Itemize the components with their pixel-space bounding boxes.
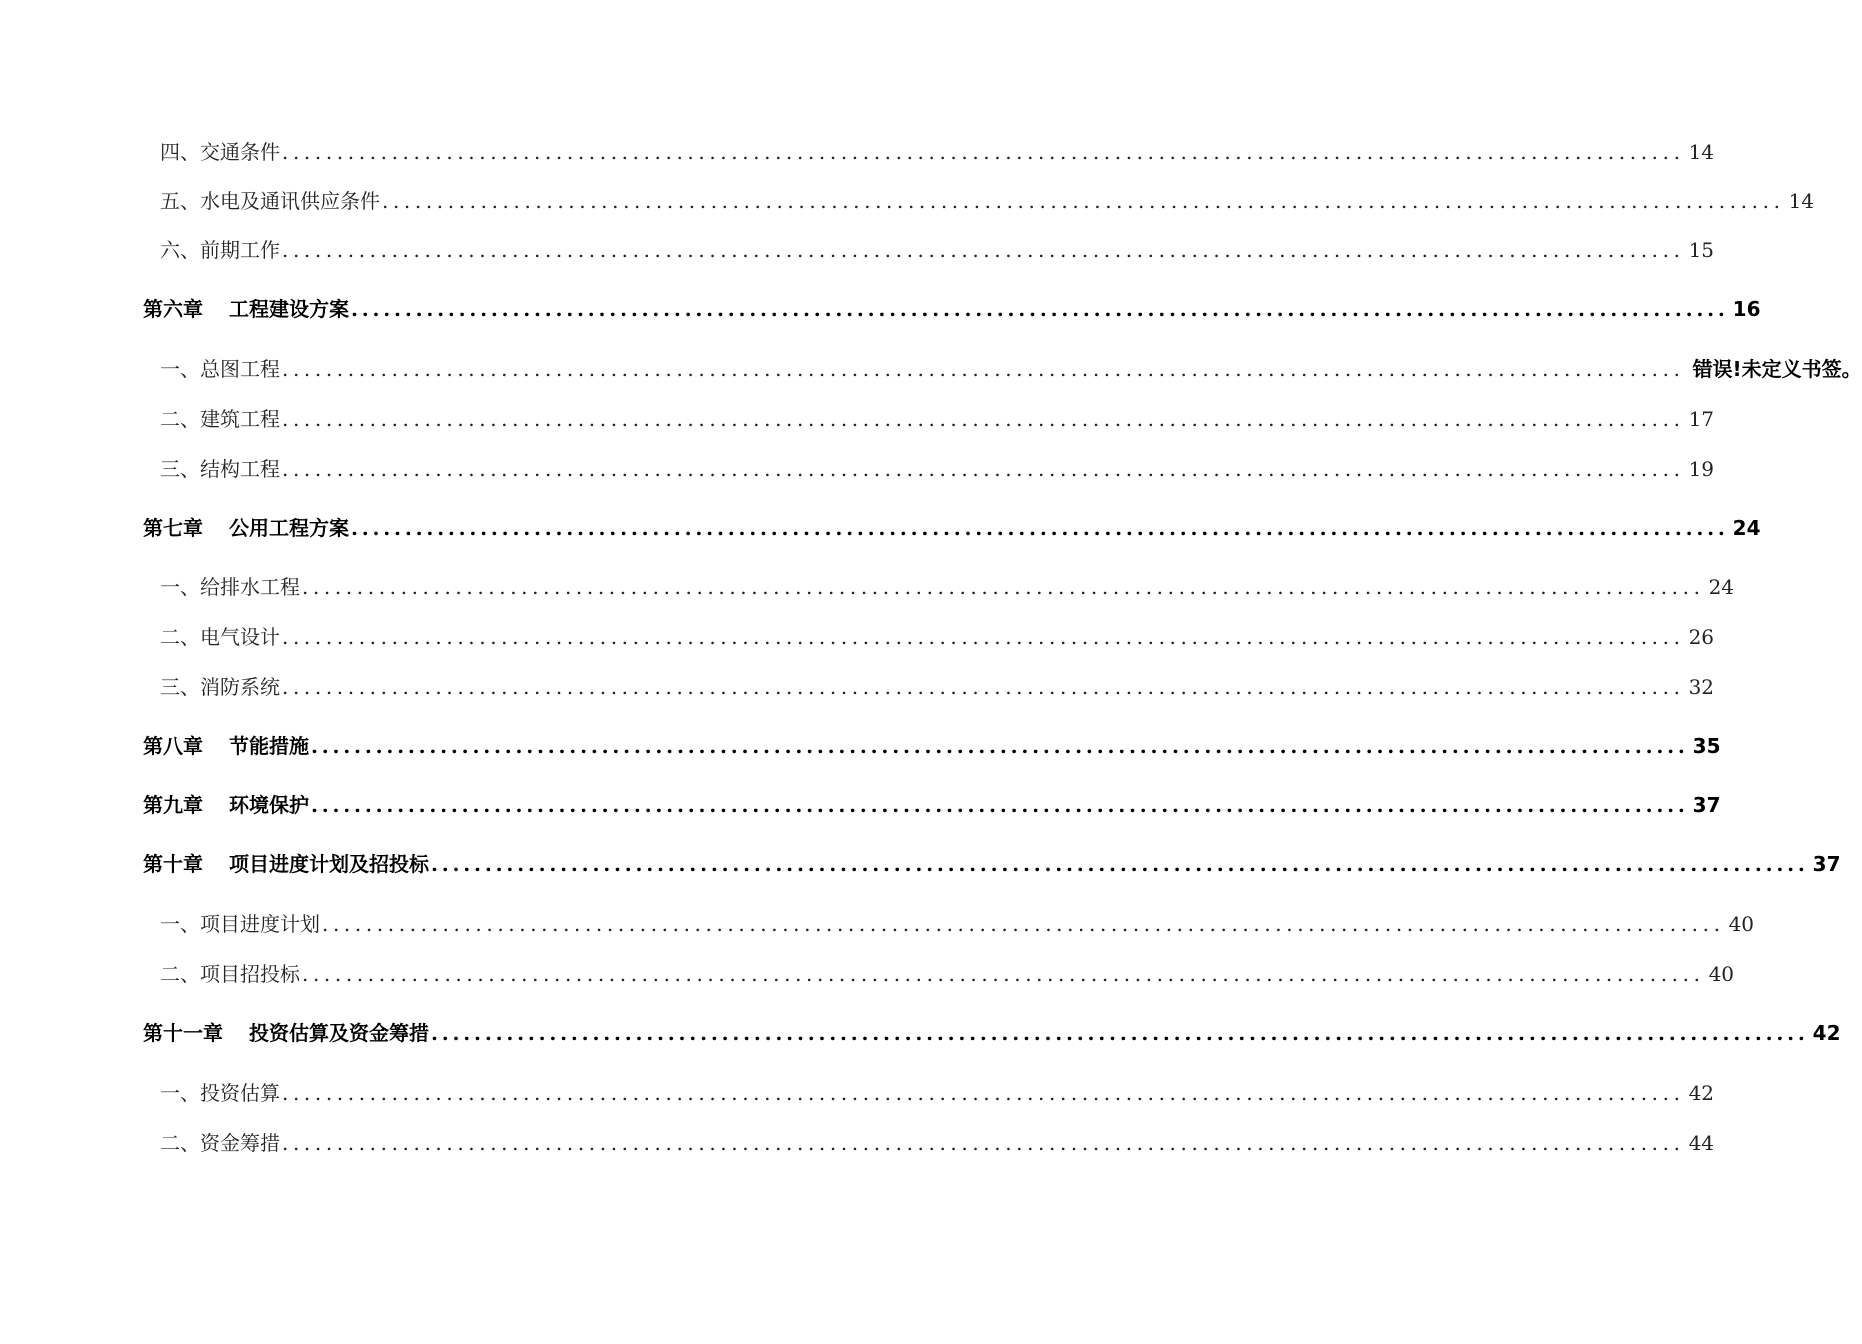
toc-entry-traffic-conditions[interactable] [160,137,1715,167]
toc-chapter-heading [143,294,349,324]
toc-chapter-9[interactable] [143,790,1721,820]
bookmark-error-text: 错误!未定义书签。 [1692,357,1862,381]
toc-page-number: 37 [1812,852,1841,876]
toc-page-number: 37 [1692,793,1721,817]
dot-leader: ................................................................................................................................ [302,575,1705,599]
toc-entry-label: 二、建筑工程 [160,407,280,431]
toc-entry-structure[interactable] [160,454,1715,484]
toc-chapter-heading [143,849,429,879]
toc-page-number: 32 [1688,675,1715,699]
toc-page-number: 24 [1708,575,1735,599]
toc-page-number: 19 [1688,457,1715,481]
toc-entry-architecture[interactable] [160,404,1715,434]
dot-leader: ................................................................................................................................ [282,238,1685,262]
dot-leader: ................................................................................................................................ [382,189,1785,213]
toc-entry-label: 一、项目进度计划 [160,912,320,936]
dot-leader: ................................................................................................................................ [282,1081,1685,1105]
chapter-title: 工程建设方案 [229,297,349,321]
toc-page-number: 24 [1732,516,1761,540]
toc-entry-label: 一、总图工程 [160,357,280,381]
chapter-number: 第八章 [143,734,203,758]
toc-chapter-7[interactable] [143,513,1761,543]
toc-page-number: 42 [1812,1021,1841,1045]
dot-leader: ................................................................................................................................ [282,1131,1685,1155]
toc-page-number: 44 [1688,1131,1715,1155]
dot-leader: ................................................................................................................................ [351,297,1729,321]
toc-chapter-6[interactable] [143,294,1761,324]
dot-leader: ................................................................................................................................ [282,457,1685,481]
chapter-title: 投资估算及资金筹措 [249,1021,429,1045]
dot-leader: ................................................................................................................................ [282,407,1685,431]
toc-chapter-11[interactable] [143,1018,1841,1048]
chapter-number: 第七章 [143,516,203,540]
toc-entry-fund-raising[interactable] [160,1128,1715,1158]
toc-page-number: 35 [1692,734,1721,758]
dot-leader: ................................................................................................................................ [282,675,1685,699]
dot-leader: ................................................................................................................................ [302,962,1705,986]
toc-entry-label: 四、交通条件 [160,140,280,164]
toc-page-number: 15 [1688,238,1715,262]
toc-entry-label: 二、项目招投标 [160,962,300,986]
toc-chapter-heading [143,790,309,820]
toc-chapter-10[interactable] [143,849,1841,879]
chapter-title: 环境保护 [229,793,309,817]
toc-entry-label: 二、电气设计 [160,625,280,649]
toc-entry-site-plan[interactable] [160,354,1862,384]
dot-leader: ................................................................................................................................ [431,1021,1809,1045]
chapter-number: 第十一章 [143,1021,223,1045]
toc-entry-label: 一、投资估算 [160,1081,280,1105]
toc-entry-label: 五、水电及通讯供应条件 [160,189,380,213]
toc-entry-label: 三、消防系统 [160,675,280,699]
toc-chapter-heading [143,731,309,761]
toc-entry-project-bidding[interactable] [160,959,1735,989]
toc-page-number: 40 [1728,912,1755,936]
chapter-title: 项目进度计划及招投标 [229,852,429,876]
chapter-title: 节能措施 [229,734,309,758]
dot-leader: ................................................................................................................................ [282,625,1685,649]
toc-entry-project-schedule[interactable] [160,909,1755,939]
dot-leader: ................................................................................................................................ [282,140,1685,164]
toc-entry-water-supply-drainage[interactable] [160,572,1735,602]
toc-entry-electrical-design[interactable] [160,622,1715,652]
toc-page-number: 42 [1688,1081,1715,1105]
toc-page-number: 40 [1708,962,1735,986]
toc-page-number: 14 [1688,140,1715,164]
chapter-title: 公用工程方案 [229,516,349,540]
dot-leader: ................................................................................................................................ [282,357,1685,381]
dot-leader: ................................................................................................................................ [311,793,1689,817]
toc-entry-fire-protection[interactable] [160,672,1715,702]
toc-chapter-heading [143,1018,429,1048]
toc-page-number: 14 [1788,189,1815,213]
toc-entry-preliminary-work[interactable] [160,235,1715,265]
dot-leader: ................................................................................................................................ [351,516,1729,540]
toc-entry-utilities-supply[interactable] [160,186,1815,216]
toc-page-number: 26 [1688,625,1715,649]
dot-leader: ................................................................................................................................ [431,852,1809,876]
toc-entry-investment-estimate[interactable] [160,1078,1715,1108]
toc-entry-label: 三、结构工程 [160,457,280,481]
chapter-number: 第九章 [143,793,203,817]
chapter-number: 第十章 [143,852,203,876]
toc-page-number: 17 [1688,407,1715,431]
dot-leader: ................................................................................................................................ [311,734,1689,758]
toc-chapter-heading [143,513,349,543]
toc-entry-label: 二、资金筹措 [160,1131,280,1155]
toc-chapter-8[interactable] [143,731,1721,761]
chapter-number: 第六章 [143,297,203,321]
dot-leader: ................................................................................................................................ [322,912,1725,936]
toc-entry-label: 一、给排水工程 [160,575,300,599]
toc-page-number: 16 [1732,297,1761,321]
toc-entry-label: 六、前期工作 [160,238,280,262]
